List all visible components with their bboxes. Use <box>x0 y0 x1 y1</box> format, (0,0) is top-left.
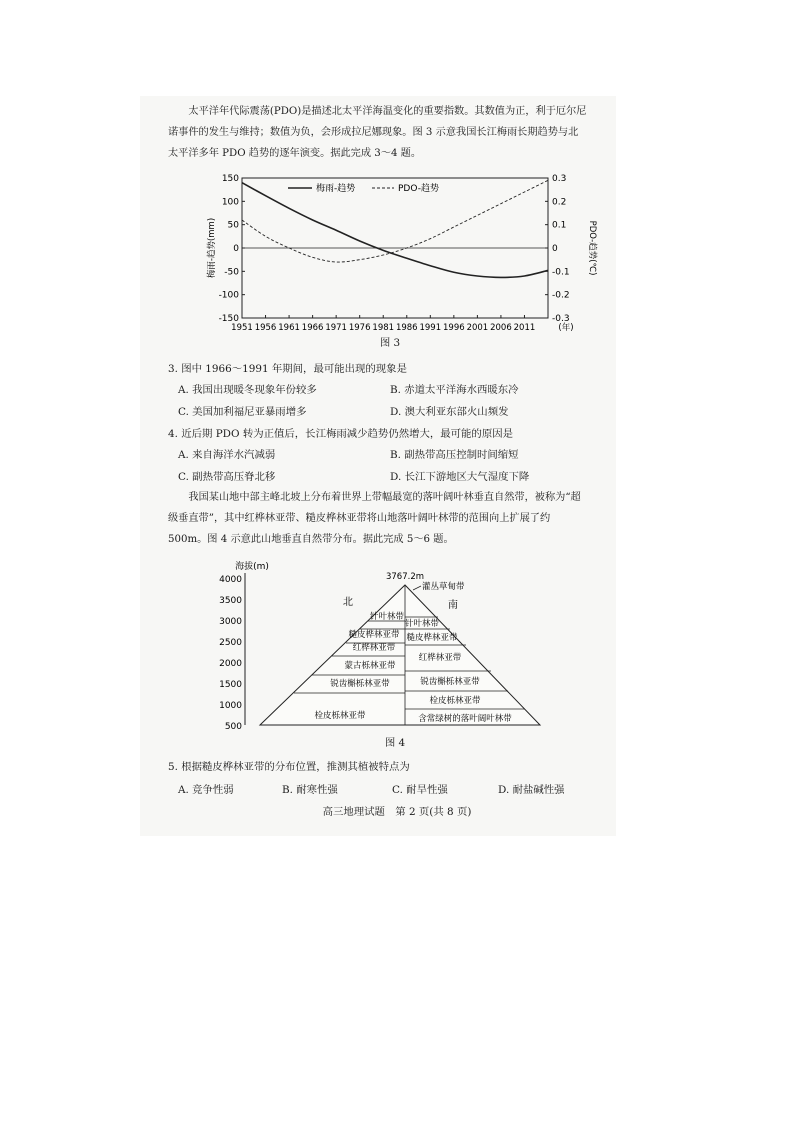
fig4-north-label: 北 <box>343 597 353 608</box>
figure-3-caption: 图 3 <box>379 337 401 349</box>
question-3-option-a[interactable]: A. 我国出现暖冬现象年份较多 <box>178 384 317 396</box>
y-left-axis-label: 梅雨-趋势(mm) <box>207 217 217 279</box>
right-tick-label: 0.3 <box>552 174 567 184</box>
legend-label-pdo: PDO-趋势 <box>398 184 439 194</box>
fig4-ytick-500: 500 <box>224 722 242 732</box>
x-tick-label: 1981 <box>372 323 395 333</box>
fig4-south-label: 南 <box>448 600 458 611</box>
south-zone-4: 锐齿槲栎林亚带 <box>420 677 480 687</box>
fig4-ytick-4000: 4000 <box>219 575 242 585</box>
x-tick-label: 1971 <box>325 323 347 333</box>
north-zone-4: 蒙古栎林亚带 <box>344 661 396 671</box>
fig4-ytick-3000: 3000 <box>219 617 242 627</box>
north-zone-3: 红桦林亚带 <box>352 643 396 653</box>
x-tick-label: 1976 <box>348 323 371 333</box>
left-tick-label: 0 <box>233 244 239 254</box>
north-zone-2: 糙皮桦林亚带 <box>348 630 400 640</box>
right-tick-label: -0.1 <box>552 267 570 278</box>
right-tick-label: 0.1 <box>552 220 567 231</box>
x-tick-label: 1986 <box>395 323 418 333</box>
figure-4-caption: 图 4 <box>384 737 406 749</box>
page-footer: 高三地理试题 第 2 页(共 8 页) <box>322 806 472 818</box>
south-zone-5: 栓皮栎林亚带 <box>429 696 481 706</box>
fig4-y-ticks <box>219 575 242 732</box>
left-tick-label: -100 <box>218 290 239 301</box>
right-tick-label: -0.2 <box>552 290 570 301</box>
question-5-option-c[interactable]: C. 耐旱性强 <box>392 784 448 796</box>
legend-label-meiyu: 梅雨-趋势 <box>316 184 356 194</box>
left-tick-label: -150 <box>218 314 239 324</box>
x-tick-label: 1991 <box>419 323 442 333</box>
x-unit-label: (年) <box>558 323 574 333</box>
mountain-outline <box>260 585 540 725</box>
y-right-axis-label: PDO-趋势(℃) <box>587 220 597 276</box>
question-3-option-c[interactable]: C. 美国加利福尼亚暴雨增多 <box>178 406 307 418</box>
fig4-ytick-2500: 2500 <box>219 638 242 648</box>
fig4-ytick-2000: 2000 <box>219 659 242 669</box>
figure-3-chart <box>200 170 600 340</box>
south-zone-2: 糙皮桦林亚带 <box>406 633 458 643</box>
x-tick-label: 1951 <box>231 323 253 333</box>
question-4-stem: 4. 近后期 PDO 转为正值后，长江梅雨减少趋势仍然增大，最可能的原因是 <box>168 428 513 440</box>
south-zone-6: 含常绿树的落叶阔叶林带 <box>418 714 512 724</box>
intro-paragraph-1: 太平洋年代际震荡(PDO)是描述北太平洋海温变化的重要指数。其数值为正，利于厄尔尼诺事件的发生与维持；数值为负，会形成拉尼娜现象。图 3 示意我国长江梅雨长期趋势与北太平洋多年 PDO 趋势的逐年演变。据此完成 3～4 题。 <box>168 106 587 159</box>
left-tick-label: 50 <box>227 220 239 231</box>
top-zone-pointer <box>413 586 421 590</box>
x-tick-label: 1966 <box>301 323 324 333</box>
question-3-option-d[interactable]: D. 澳大利亚东部火山频发 <box>390 406 509 418</box>
x-tick-label: 2011 <box>513 323 536 333</box>
question-4-option-d[interactable]: D. 长江下游地区大气湿度下降 <box>390 471 530 483</box>
right-tick-label: 0 <box>552 244 558 254</box>
fig4-peak-label: 3767.2m <box>385 572 425 582</box>
question-4-option-b[interactable]: B. 副热带高压控制时间缩短 <box>390 449 519 461</box>
north-zone-6: 栓皮栎林亚带 <box>314 711 366 721</box>
fig4-ylabel: 海拔(m) <box>235 562 269 572</box>
south-zone-3: 红桦林亚带 <box>418 653 462 663</box>
x-tick-label: 1956 <box>254 323 277 333</box>
meiyu-trend-line <box>242 183 548 278</box>
question-4-option-c[interactable]: C. 副热带高压脊北移 <box>178 471 276 483</box>
question-3-stem: 3. 图中 1966～1991 年期间，最可能出现的现象是 <box>168 363 407 375</box>
pdo-trend-line <box>242 180 548 262</box>
south-zone-1: 针叶林带 <box>404 619 440 629</box>
left-tick-label: -50 <box>224 267 239 278</box>
x-tick-label: 2001 <box>466 323 489 333</box>
fig4-top-zone: 灌丛草甸带 <box>422 582 465 592</box>
x-tick-label: 1961 <box>278 323 300 333</box>
left-tick-label: 100 <box>221 197 239 208</box>
question-5-option-a[interactable]: A. 竞争性弱 <box>178 784 234 796</box>
x-tick-label: 1996 <box>443 323 465 333</box>
north-zone-1: 针叶林带 <box>369 612 405 622</box>
question-4-option-a[interactable]: A. 来自海洋水汽减弱 <box>178 449 276 461</box>
question-3-option-b[interactable]: B. 赤道太平洋海水西暖东冷 <box>390 384 519 396</box>
figure-4-diagram <box>200 555 560 735</box>
fig4-ytick-3500: 3500 <box>219 596 242 606</box>
fig4-ytick-1500: 1500 <box>219 680 242 690</box>
right-tick-label: -0.3 <box>552 314 570 324</box>
question-5-stem: 5. 根据糙皮桦林亚带的分布位置，推测其植被特点为 <box>168 761 410 773</box>
north-zone-5: 锐齿槲栎林亚带 <box>330 679 390 689</box>
fig4-ytick-1000: 1000 <box>219 701 242 711</box>
question-5-option-d[interactable]: D. 耐盐碱性强 <box>498 784 565 796</box>
question-5-option-b[interactable]: B. 耐寒性强 <box>282 784 338 796</box>
left-tick-label: 150 <box>221 174 239 184</box>
right-tick-label: 0.2 <box>552 197 567 208</box>
intro-paragraph-2: 我国某山地中部主峰北坡上分布着世界上带幅最宽的落叶阔叶林垂直自然带，被称为“超级垂直带”，其中红桦林亚带、糙皮桦林亚带将山地落叶阔叶林带的范围向上扩展了约 500m。图 4 示意此山地垂直自然带分布。据此完成 5～6 题。 <box>168 492 581 545</box>
x-tick-label: 2006 <box>490 323 512 333</box>
